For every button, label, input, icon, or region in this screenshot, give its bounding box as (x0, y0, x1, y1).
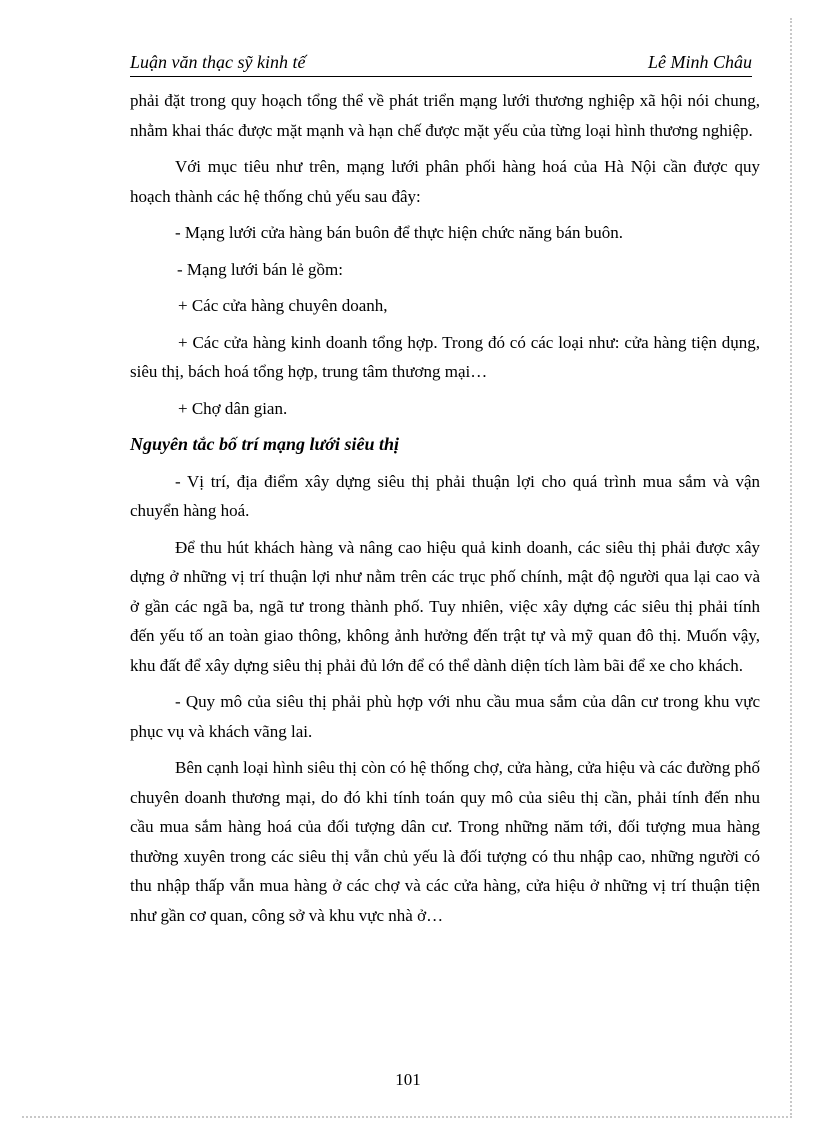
paragraph: Bên cạnh loại hình siêu thị còn có hệ thống chợ, cửa hàng, cửa hiệu và các đường phố chuyên doanh thương mại, do đó khi tính toán quy mô của siêu thị cần, phải tính đến nhu cầu mua sắm hàng hoá của đối tượng dân cư. Trong những năm tới, đối tượng mua hàng thường xuyên trong các siêu thị vẫn chủ yếu là đối tượng có thu nhập cao, những người có thu nhập thấp vẫn mua hàng ở các chợ và các cửa hàng, cửa hiệu ở những vị trí thuận tiện như gần cơ quan, công sở và khu vực nhà ở… (130, 758, 760, 925)
list-item: - Mạng lưới cửa hàng bán buôn để thực hiện chức năng bán buôn. (175, 223, 624, 242)
paragraph: Với mục tiêu như trên, mạng lưới phân phối hàng hoá của Hà Nội cần được quy hoạch thành các hệ thống chủ yếu sau đây: (130, 157, 760, 206)
paragraph: - Quy mô của siêu thị phải phù hợp với nhu cầu mua sắm của dân cư trong khu vực phục vụ và khách vãng lai. (130, 692, 760, 741)
header-thesis-title: Luận văn thạc sỹ kinh tế (130, 52, 306, 72)
header-author: Lê Minh Châu (647, 52, 752, 72)
list-item: - Mạng lưới bán lẻ gồm: (177, 259, 343, 279)
list-item: + Các cửa hàng chuyên doanh, (178, 296, 388, 315)
page-content (130, 86, 760, 937)
paragraph: Để thu hút khách hàng và nâng cao hiệu quả kinh doanh, các siêu thị phải được xây dựng ở những vị trí thuận lợi như nằm trên các trục phố chính, mật độ người qua lại cao và ở gần các ngã ba, ngã tư trong thành phố. Tuy nhiên, việc xây dựng các siêu thị phải tính đến yếu tố an toàn giao thông, không ảnh hưởng đến trật tự và mỹ quan đô thị. Muốn vậy, khu đất để xây dựng siêu thị phải đủ lớn để có thể dành diện tích làm bãi để xe cho khách. (130, 537, 760, 675)
list-item: + Chợ dân gian. (178, 398, 288, 418)
running-header (130, 50, 752, 77)
page-number: 101 (395, 1070, 421, 1089)
list-item: + Các cửa hàng kinh doanh tổng hợp. Trong đó có các loại như: cửa hàng tiện dụng, siêu thị, bách hoá tổng hợp, trung tâm thương mại… (130, 332, 760, 381)
paragraph: phải đặt trong quy hoạch tổng thể về phát triển mạng lưới thương nghiệp xã hội nói chung, nhằm khai thác được mặt mạnh và hạn chế được mặt yếu của từng loại hình thương nghiệp. (130, 91, 760, 140)
paragraph: - Vị trí, địa điểm xây dựng siêu thị phải thuận lợi cho quá trình mua sắm và vận chuyển hàng hoá. (130, 471, 760, 520)
section-heading: Nguyên tắc bố trí mạng lưới siêu thị (130, 434, 399, 454)
